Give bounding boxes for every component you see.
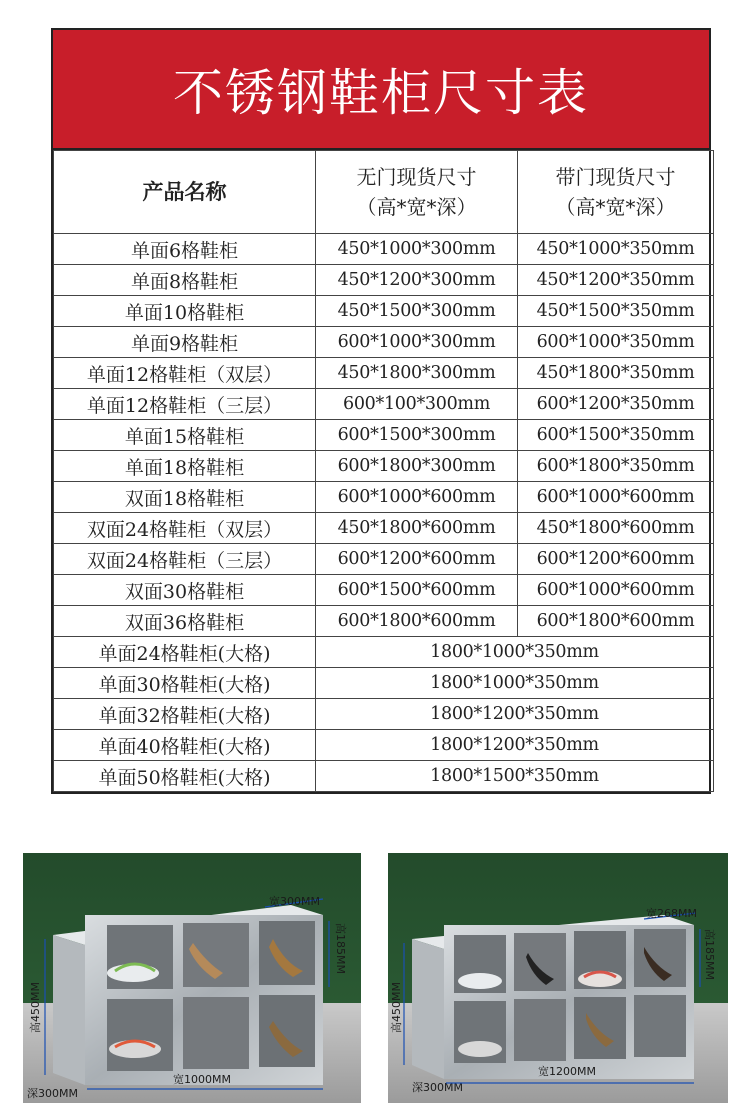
- product-name-cell: 单面15格鞋柜: [54, 420, 316, 451]
- header-with-door-sub: （高*宽*深）: [555, 195, 676, 219]
- table-row: [54, 451, 714, 482]
- width-label: 宽268MM: [646, 907, 697, 920]
- no-door-size-cell: 450*1000*300mm: [316, 234, 518, 265]
- with-door-size-cell: 450*1200*350mm: [518, 265, 714, 296]
- no-door-size-cell: 600*1200*600mm: [316, 544, 518, 575]
- height-label: 高185MM: [334, 923, 347, 974]
- table-row: [54, 606, 714, 637]
- product-name-cell: 单面50格鞋柜(大格): [54, 761, 316, 792]
- product-name-cell: 双面36格鞋柜: [54, 606, 316, 637]
- product-name-cell: 单面24格鞋柜(大格): [54, 637, 316, 668]
- depth-label: 深300MM: [412, 1081, 463, 1094]
- product-name-cell: 单面30格鞋柜(大格): [54, 668, 316, 699]
- size-cell: 1800*1000*350mm: [316, 668, 714, 699]
- product-name-cell: 单面40格鞋柜(大格): [54, 730, 316, 761]
- table-row: [54, 389, 714, 420]
- table-row: [54, 699, 714, 730]
- product-name-cell: 单面6格鞋柜: [54, 234, 316, 265]
- no-door-size-cell: 450*1500*300mm: [316, 296, 518, 327]
- product-name-cell: 单面32格鞋柜(大格): [54, 699, 316, 730]
- with-door-size-cell: 600*1200*600mm: [518, 544, 714, 575]
- table-row: [54, 637, 714, 668]
- product-name-cell: 单面12格鞋柜（三层）: [54, 389, 316, 420]
- product-name-cell: 单面18格鞋柜: [54, 451, 316, 482]
- no-door-size-cell: 600*100*300mm: [316, 389, 518, 420]
- with-door-size-cell: 600*1000*350mm: [518, 327, 714, 358]
- with-door-size-cell: 600*1800*350mm: [518, 451, 714, 482]
- with-door-size-cell: 600*1800*600mm: [518, 606, 714, 637]
- no-door-size-cell: 600*1000*300mm: [316, 327, 518, 358]
- table-row: [54, 327, 714, 358]
- with-door-size-cell: 450*1000*350mm: [518, 234, 714, 265]
- total-width-label: 宽1000MM: [173, 1073, 231, 1086]
- table-row: [54, 234, 714, 265]
- no-door-size-cell: 600*1800*600mm: [316, 606, 518, 637]
- table-row: [54, 265, 714, 296]
- size-grid: [53, 150, 714, 792]
- table-row: [54, 668, 714, 699]
- product-name-cell: 双面24格鞋柜（双层）: [54, 513, 316, 544]
- depth-label: 深300MM: [27, 1087, 78, 1100]
- cabinet-photo-8-grid: [388, 853, 728, 1103]
- with-door-size-cell: 450*1800*350mm: [518, 358, 714, 389]
- no-door-size-cell: 600*1800*300mm: [316, 451, 518, 482]
- no-door-size-cell: 600*1000*600mm: [316, 482, 518, 513]
- table-row: [54, 730, 714, 761]
- no-door-size-cell: 450*1800*300mm: [316, 358, 518, 389]
- header-with-door-title: 带门现货尺寸: [555, 165, 676, 189]
- size-table: [51, 28, 711, 794]
- header-no-door-title: 无门现货尺寸: [356, 165, 477, 189]
- no-door-size-cell: 600*1500*300mm: [316, 420, 518, 451]
- product-name-cell: 单面9格鞋柜: [54, 327, 316, 358]
- product-name-cell: 双面18格鞋柜: [54, 482, 316, 513]
- table-row: [54, 296, 714, 327]
- total-height-label: 高450MM: [29, 982, 42, 1033]
- with-door-size-cell: 600*1200*350mm: [518, 389, 714, 420]
- title-banner: [53, 30, 709, 150]
- product-name-cell: 双面30格鞋柜: [54, 575, 316, 606]
- height-label: 高185MM: [703, 929, 716, 980]
- table-row: [54, 513, 714, 544]
- size-cell: 1800*1200*350mm: [316, 699, 714, 730]
- table-row: [54, 544, 714, 575]
- no-door-size-cell: 600*1500*600mm: [316, 575, 518, 606]
- no-door-size-cell: 450*1200*300mm: [316, 265, 518, 296]
- with-door-size-cell: 600*1000*600mm: [518, 575, 714, 606]
- page-title: 不锈钢鞋柜尺寸表: [173, 64, 589, 122]
- header-no-door: [316, 151, 518, 234]
- width-label: 宽300MM: [269, 895, 320, 908]
- header-with-door: [518, 151, 714, 234]
- product-name-cell: 单面10格鞋柜: [54, 296, 316, 327]
- product-name-cell: 单面12格鞋柜（双层）: [54, 358, 316, 389]
- total-width-label: 宽1200MM: [538, 1065, 596, 1078]
- size-cell: 1800*1200*350mm: [316, 730, 714, 761]
- table-row: [54, 420, 714, 451]
- table-row: [54, 482, 714, 513]
- table-row: [54, 761, 714, 792]
- product-name-cell: 双面24格鞋柜（三层）: [54, 544, 316, 575]
- cabinet-photo-6-grid: [23, 853, 361, 1103]
- size-cell: 1800*1500*350mm: [316, 761, 714, 792]
- with-door-size-cell: 450*1500*350mm: [518, 296, 714, 327]
- header-row: [54, 151, 714, 234]
- with-door-size-cell: 600*1500*350mm: [518, 420, 714, 451]
- header-no-door-sub: （高*宽*深）: [356, 195, 477, 219]
- with-door-size-cell: 600*1000*600mm: [518, 482, 714, 513]
- header-product-name: 产品名称: [54, 151, 316, 234]
- total-height-label: 高450MM: [390, 982, 403, 1033]
- with-door-size-cell: 450*1800*600mm: [518, 513, 714, 544]
- product-name-cell: 单面8格鞋柜: [54, 265, 316, 296]
- table-row: [54, 575, 714, 606]
- size-cell: 1800*1000*350mm: [316, 637, 714, 668]
- table-row: [54, 358, 714, 389]
- no-door-size-cell: 450*1800*600mm: [316, 513, 518, 544]
